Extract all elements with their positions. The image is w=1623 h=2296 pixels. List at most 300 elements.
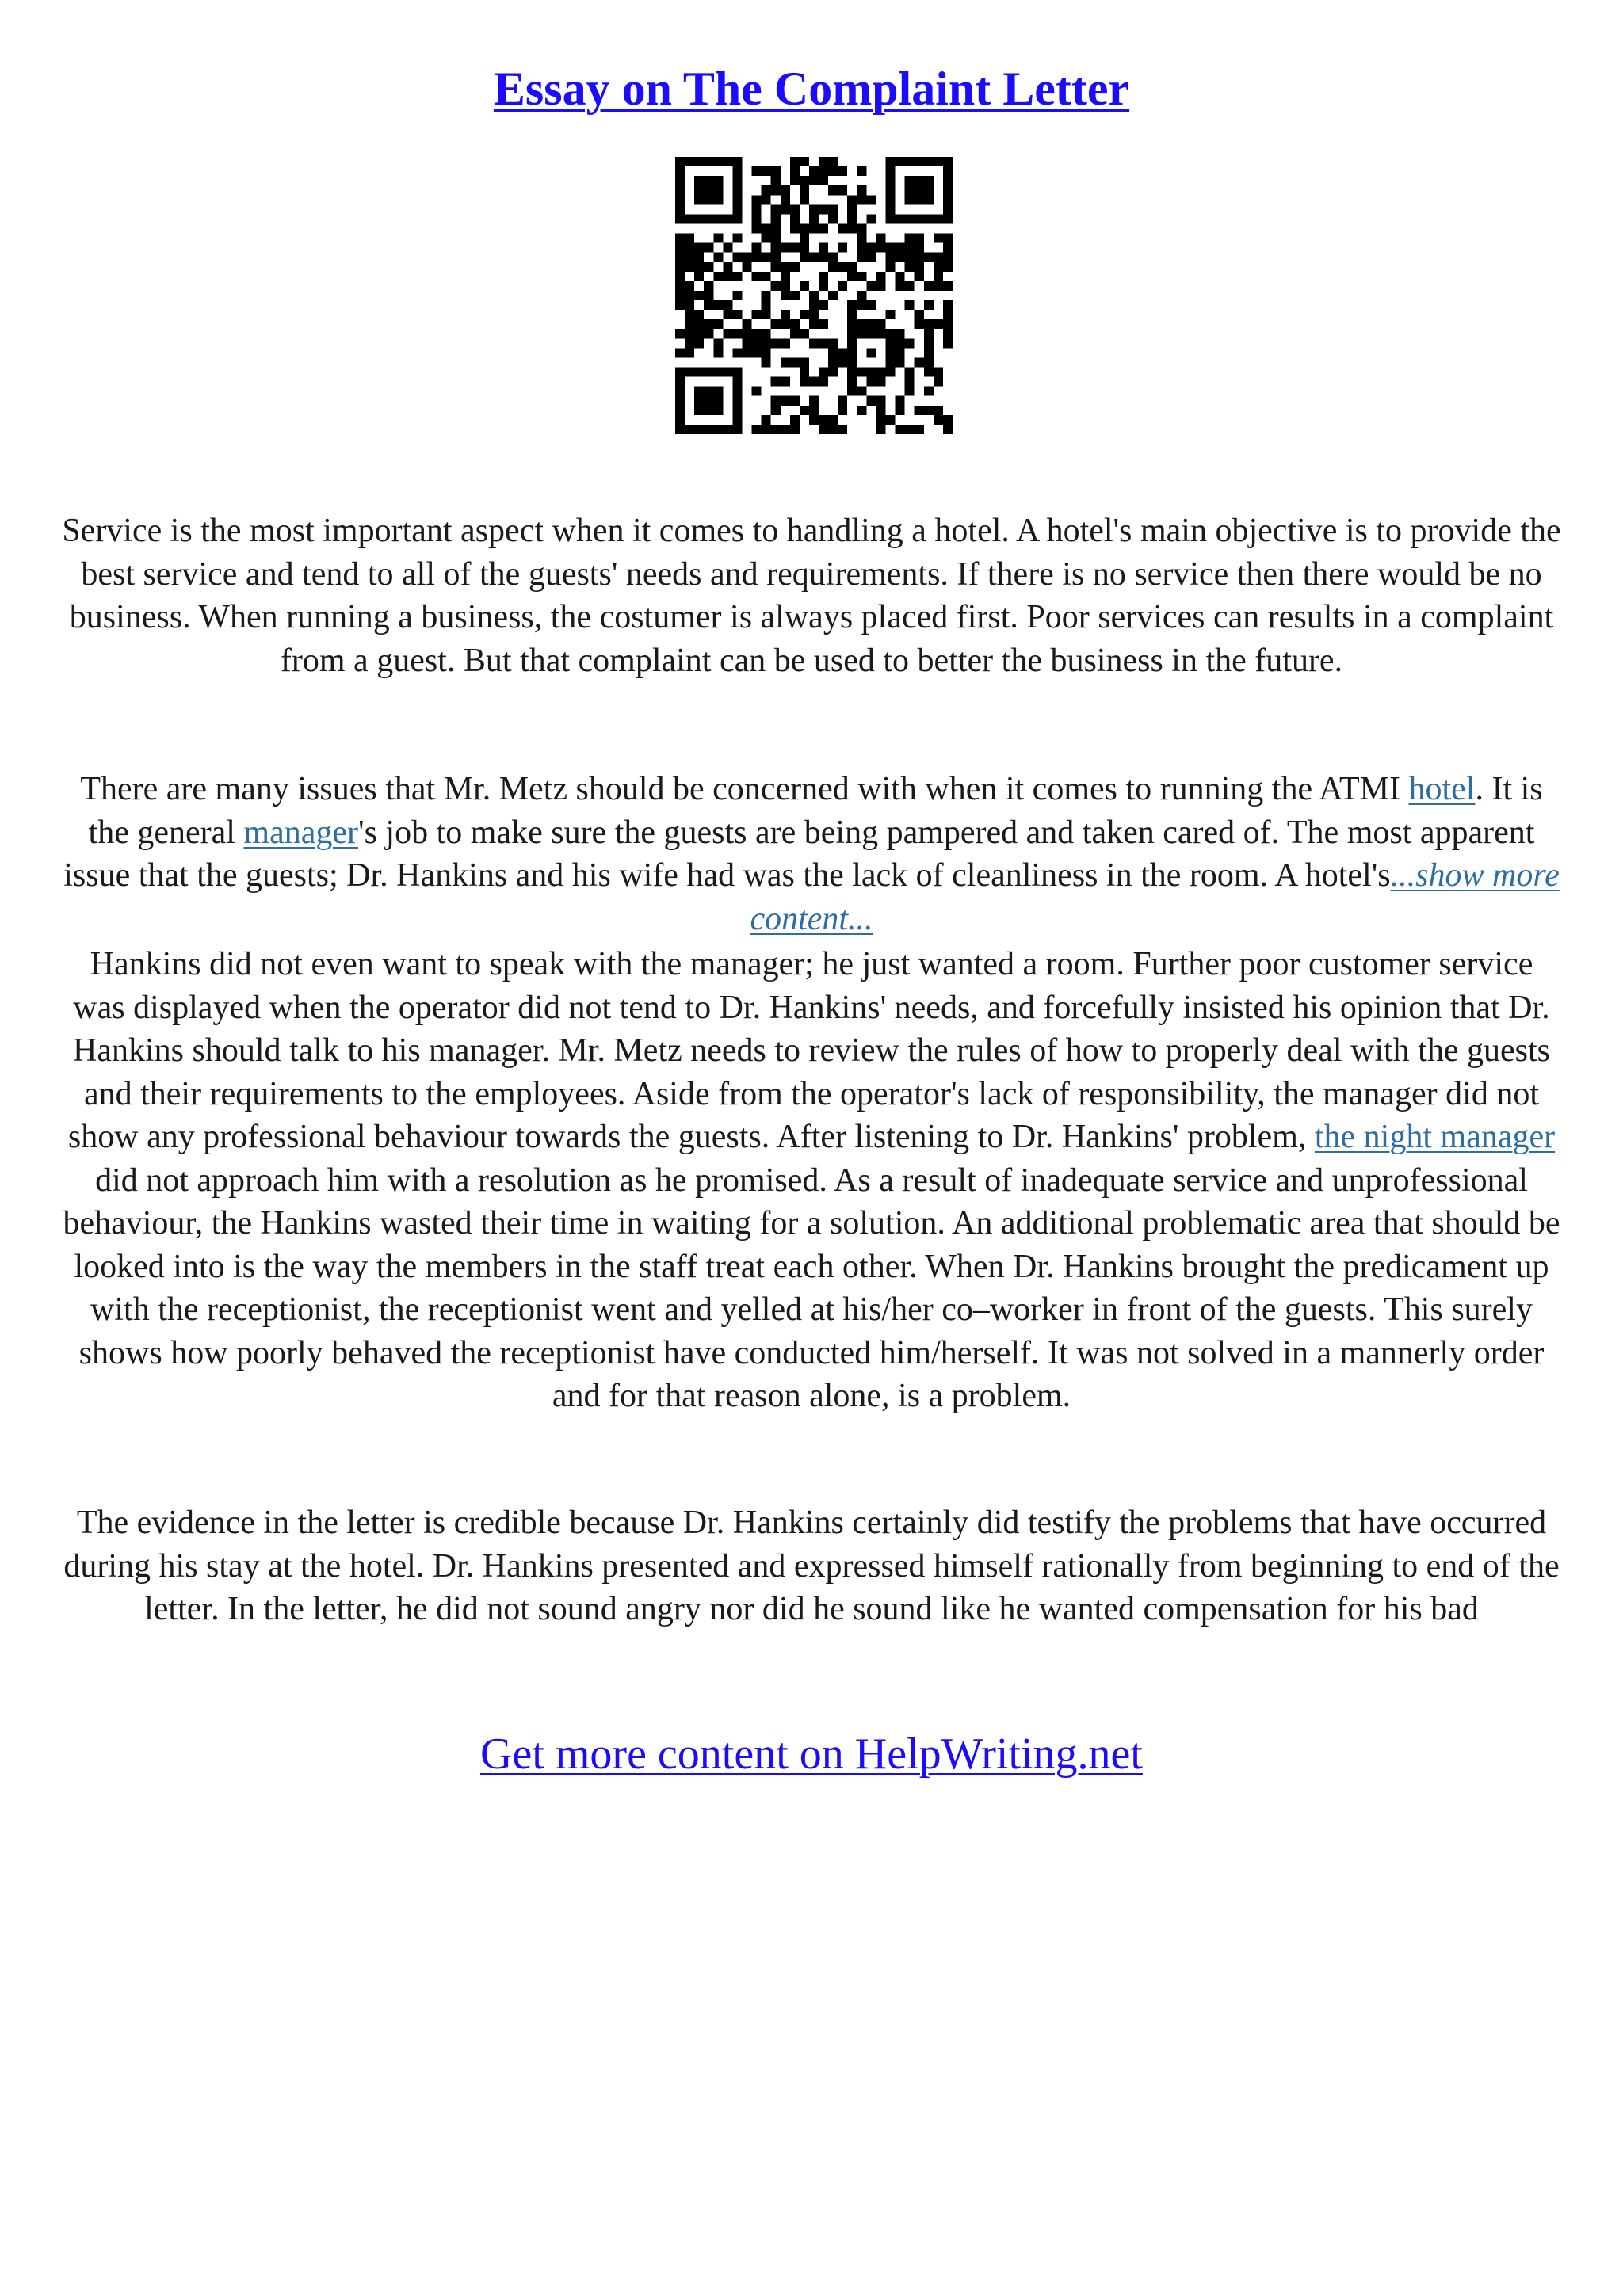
qr-module bbox=[943, 281, 953, 291]
page-title bbox=[0, 60, 1623, 117]
qr-module bbox=[857, 195, 866, 204]
qr-module bbox=[886, 195, 896, 204]
qr-module bbox=[742, 262, 751, 272]
qr-module bbox=[943, 253, 953, 262]
qr-module bbox=[924, 368, 934, 377]
qr-module bbox=[934, 377, 943, 387]
qr-module bbox=[732, 329, 742, 338]
qr-module bbox=[819, 243, 828, 253]
qr-module bbox=[790, 214, 800, 223]
qr-module bbox=[819, 300, 828, 310]
qr-module bbox=[819, 377, 828, 387]
qr-module bbox=[866, 348, 876, 357]
qr-module bbox=[762, 300, 771, 310]
qr-module bbox=[685, 234, 694, 243]
qr-module bbox=[838, 348, 847, 357]
qr-module bbox=[847, 272, 857, 281]
qr-module bbox=[771, 223, 781, 233]
qr-module bbox=[771, 234, 781, 243]
qr-module bbox=[790, 415, 800, 425]
qr-module bbox=[876, 234, 885, 243]
qr-module bbox=[675, 243, 685, 253]
qr-module bbox=[915, 243, 924, 253]
qr-module bbox=[905, 338, 915, 348]
qr-module bbox=[752, 204, 762, 214]
qr-module bbox=[924, 329, 934, 338]
qr-module bbox=[809, 300, 819, 310]
qr-module bbox=[876, 406, 885, 415]
qr-module bbox=[752, 223, 762, 233]
qr-module bbox=[790, 223, 800, 233]
qr-module bbox=[838, 166, 847, 176]
qr-module bbox=[847, 338, 857, 348]
qr-module bbox=[685, 348, 694, 357]
qr-module bbox=[886, 243, 896, 253]
qr-module bbox=[886, 204, 896, 214]
qr-module bbox=[943, 329, 953, 338]
qr-module bbox=[819, 176, 828, 185]
title-link[interactable]: Essay on The Complaint Letter bbox=[493, 63, 1130, 115]
qr-module bbox=[809, 176, 819, 185]
qr-module bbox=[847, 300, 857, 310]
qr-module bbox=[685, 253, 694, 262]
qr-module bbox=[886, 310, 896, 319]
qr-module bbox=[924, 338, 934, 348]
qr-module bbox=[704, 195, 713, 204]
qr-module bbox=[838, 406, 847, 415]
qr-module bbox=[800, 157, 809, 166]
qr-module bbox=[732, 415, 742, 425]
qr-module bbox=[732, 157, 742, 166]
qr-module bbox=[866, 300, 876, 310]
qr-module bbox=[790, 329, 800, 338]
qr-module bbox=[943, 415, 953, 425]
qr-module bbox=[857, 300, 866, 310]
qr-module bbox=[732, 195, 742, 204]
qr-module bbox=[752, 214, 762, 223]
qr-module bbox=[886, 157, 896, 166]
qr-module bbox=[675, 406, 685, 415]
qr-module bbox=[876, 281, 885, 291]
hotel-link[interactable]: hotel bbox=[1408, 771, 1476, 807]
qr-module bbox=[762, 234, 771, 243]
qr-module bbox=[694, 310, 704, 319]
qr-module bbox=[943, 157, 953, 166]
qr-module bbox=[723, 272, 732, 281]
qr-module bbox=[915, 406, 924, 415]
qr-module bbox=[713, 348, 723, 357]
qr-module bbox=[732, 368, 742, 377]
paragraph-intro: Service is the most important aspect when it comes to handling a hotel. A hotel's main objective is to provide the best service and tend to all of the guests' needs and requirements. If there is no service then there would be no business. When running a business, the costumer is always placed first. Poor services can results in a complaint from a guest. But that complaint can be used to better the business in the future. bbox=[62, 513, 1561, 679]
qr-module bbox=[732, 166, 742, 176]
qr-module bbox=[771, 406, 781, 415]
qr-module bbox=[809, 223, 819, 233]
qr-module bbox=[762, 223, 771, 233]
qr-module bbox=[704, 396, 713, 406]
qr-module bbox=[762, 272, 771, 281]
qr-module bbox=[943, 425, 953, 434]
qr-module bbox=[857, 166, 866, 176]
qr-module bbox=[732, 291, 742, 300]
qr-module bbox=[915, 253, 924, 262]
qr-module bbox=[924, 387, 934, 396]
qr-module bbox=[934, 281, 943, 291]
qr-module bbox=[732, 310, 742, 319]
qr-module bbox=[781, 396, 790, 406]
qr-module bbox=[866, 368, 876, 377]
qr-module bbox=[943, 338, 953, 348]
qr-module bbox=[896, 425, 905, 434]
qr-module bbox=[781, 338, 790, 348]
qr-module bbox=[847, 214, 857, 223]
qr-module bbox=[771, 176, 781, 185]
qr-module bbox=[847, 319, 857, 329]
qr-module bbox=[694, 176, 704, 185]
qr-module bbox=[876, 396, 885, 406]
qr-module bbox=[713, 338, 723, 348]
qr-module bbox=[857, 253, 866, 262]
qr-module bbox=[800, 281, 809, 291]
qr-module bbox=[847, 348, 857, 357]
qr-module bbox=[694, 338, 704, 348]
qr-module bbox=[752, 243, 762, 253]
qr-module bbox=[857, 243, 866, 253]
qr-module bbox=[771, 319, 781, 329]
qr-module bbox=[838, 396, 847, 406]
qr-module bbox=[790, 425, 800, 434]
qr-module bbox=[876, 243, 885, 253]
qr-module bbox=[675, 214, 685, 223]
qr-module bbox=[828, 166, 838, 176]
helpwriting-link[interactable]: Get more content on HelpWriting.net bbox=[480, 1730, 1143, 1779]
qr-module bbox=[800, 310, 809, 319]
qr-module bbox=[762, 195, 771, 204]
qr-module bbox=[905, 281, 915, 291]
qr-module bbox=[915, 214, 924, 223]
qr-module bbox=[675, 377, 685, 387]
qr-module bbox=[723, 300, 732, 310]
qr-module bbox=[732, 214, 742, 223]
qr-module bbox=[847, 195, 857, 204]
qr-module bbox=[723, 157, 732, 166]
qr-module bbox=[819, 368, 828, 377]
qr-module bbox=[886, 166, 896, 176]
qr-module bbox=[857, 291, 866, 300]
qr-module bbox=[771, 185, 781, 195]
qr-module bbox=[800, 185, 809, 195]
qr-module bbox=[732, 204, 742, 214]
manager-link[interactable]: manager bbox=[243, 814, 359, 851]
qr-module bbox=[915, 185, 924, 195]
qr-module bbox=[713, 272, 723, 281]
qr-module bbox=[762, 425, 771, 434]
qr-module bbox=[809, 377, 819, 387]
qr-module bbox=[694, 368, 704, 377]
qr-module bbox=[694, 253, 704, 262]
qr-module bbox=[886, 262, 896, 272]
qr-module bbox=[713, 319, 723, 329]
qr-module bbox=[809, 291, 819, 300]
qr-module bbox=[771, 396, 781, 406]
qr-module bbox=[675, 195, 685, 204]
qr-module bbox=[675, 204, 685, 214]
qr-module bbox=[723, 243, 732, 253]
qr-module bbox=[896, 348, 905, 357]
qr-module bbox=[762, 185, 771, 195]
qr-module bbox=[781, 185, 790, 195]
qr-module bbox=[828, 425, 838, 434]
qr-module bbox=[742, 319, 751, 329]
qr-module bbox=[886, 415, 896, 425]
qr-module bbox=[762, 253, 771, 262]
qr-module bbox=[886, 357, 896, 367]
qr-module bbox=[905, 300, 915, 310]
qr-module bbox=[675, 291, 685, 300]
qr-module bbox=[828, 357, 838, 367]
qr-module bbox=[704, 406, 713, 415]
qr-module bbox=[934, 214, 943, 223]
qr-module bbox=[934, 262, 943, 272]
qr-module bbox=[675, 415, 685, 425]
qr-module bbox=[915, 272, 924, 281]
qr-module bbox=[752, 425, 762, 434]
qr-module bbox=[742, 348, 751, 357]
qr-module bbox=[694, 406, 704, 415]
qr-module bbox=[723, 368, 732, 377]
qr-module bbox=[685, 214, 694, 223]
qr-module bbox=[742, 338, 751, 348]
qr-module bbox=[886, 348, 896, 357]
qr-module bbox=[685, 368, 694, 377]
qr-module bbox=[694, 425, 704, 434]
qr-module bbox=[915, 195, 924, 204]
qr-module bbox=[924, 357, 934, 367]
qr-module bbox=[905, 387, 915, 396]
qr-module bbox=[876, 425, 885, 434]
qr-module bbox=[896, 406, 905, 415]
qr-module bbox=[694, 319, 704, 329]
qr-module bbox=[838, 185, 847, 195]
qr-module bbox=[857, 234, 866, 243]
qr-module bbox=[896, 157, 905, 166]
qr-module bbox=[924, 253, 934, 262]
qr-module bbox=[905, 176, 915, 185]
qr-module bbox=[704, 176, 713, 185]
qr-module bbox=[915, 319, 924, 329]
qr-module bbox=[924, 319, 934, 329]
qr-module bbox=[713, 214, 723, 223]
qr-module bbox=[781, 357, 790, 367]
qr-module bbox=[781, 272, 790, 281]
qr-module bbox=[819, 338, 828, 348]
qr-module bbox=[800, 234, 809, 243]
qr-module bbox=[934, 415, 943, 425]
qr-module bbox=[896, 243, 905, 253]
qr-module bbox=[896, 396, 905, 406]
qr-module bbox=[685, 262, 694, 272]
qr-module bbox=[790, 357, 800, 367]
qr-module bbox=[819, 415, 828, 425]
qr-module bbox=[713, 157, 723, 166]
qr-module bbox=[828, 185, 838, 195]
qr-module bbox=[857, 368, 866, 377]
qr-module bbox=[675, 300, 685, 310]
qr-module bbox=[713, 234, 723, 243]
qr-module bbox=[886, 185, 896, 195]
qr-module bbox=[713, 253, 723, 262]
qr-module bbox=[924, 185, 934, 195]
qr-module bbox=[819, 253, 828, 262]
qr-module bbox=[790, 291, 800, 300]
qr-module bbox=[886, 253, 896, 262]
qr-module bbox=[713, 396, 723, 406]
qr-module bbox=[675, 262, 685, 272]
qr-module bbox=[847, 223, 857, 233]
qr-module bbox=[752, 387, 762, 396]
qr-module bbox=[771, 338, 781, 348]
qr-module bbox=[800, 195, 809, 204]
qr-module bbox=[828, 348, 838, 357]
qr-module bbox=[924, 281, 934, 291]
qr-module bbox=[675, 253, 685, 262]
qr-module bbox=[675, 176, 685, 185]
qr-module bbox=[828, 291, 838, 300]
qr-module bbox=[685, 300, 694, 310]
qr-module bbox=[905, 377, 915, 387]
qr-module bbox=[771, 166, 781, 176]
qr-module bbox=[713, 185, 723, 195]
qr-module bbox=[800, 377, 809, 387]
qr-module bbox=[704, 329, 713, 338]
qr-module bbox=[934, 234, 943, 243]
qr-module bbox=[809, 310, 819, 319]
qr-module bbox=[704, 214, 713, 223]
qr-module bbox=[675, 166, 685, 176]
qr-module bbox=[857, 223, 866, 233]
qr-module bbox=[828, 157, 838, 166]
qr-module bbox=[685, 310, 694, 319]
paragraph-issues-text-b: . It is the general bbox=[88, 771, 1543, 851]
qr-module bbox=[704, 157, 713, 166]
qr-module bbox=[838, 281, 847, 291]
qr-module bbox=[771, 204, 781, 214]
qr-module bbox=[762, 338, 771, 348]
qr-module bbox=[704, 425, 713, 434]
qr-module bbox=[943, 319, 953, 329]
qr-module bbox=[924, 195, 934, 204]
qr-module bbox=[800, 368, 809, 377]
qr-module bbox=[915, 310, 924, 319]
qr-module bbox=[732, 425, 742, 434]
qr-module bbox=[713, 406, 723, 415]
qr-module bbox=[694, 329, 704, 338]
qr-module bbox=[713, 425, 723, 434]
qr-module bbox=[905, 157, 915, 166]
qr-module bbox=[838, 357, 847, 367]
qr-module bbox=[809, 214, 819, 223]
qr-module bbox=[752, 310, 762, 319]
qr-module bbox=[675, 234, 685, 243]
qr-module bbox=[800, 329, 809, 338]
qr-module bbox=[790, 319, 800, 329]
qr-module bbox=[732, 272, 742, 281]
qr-module bbox=[847, 377, 857, 387]
qr-module bbox=[857, 272, 866, 281]
qr-module bbox=[857, 387, 866, 396]
qr-module bbox=[886, 214, 896, 223]
qr-module bbox=[732, 387, 742, 396]
qr-module bbox=[800, 406, 809, 415]
qr-module bbox=[732, 396, 742, 406]
qr-module bbox=[790, 243, 800, 253]
qr-module bbox=[905, 214, 915, 223]
qr-module bbox=[704, 185, 713, 195]
qr-module bbox=[713, 387, 723, 396]
qr-module bbox=[732, 377, 742, 387]
qr-module bbox=[704, 387, 713, 396]
qr-module bbox=[838, 425, 847, 434]
qr-module bbox=[752, 166, 762, 176]
night-manager-link[interactable]: the night manager bbox=[1314, 1119, 1556, 1155]
qr-module bbox=[819, 281, 828, 291]
qr-module bbox=[819, 223, 828, 233]
qr-module bbox=[675, 329, 685, 338]
qr-module bbox=[675, 387, 685, 396]
qr-module bbox=[819, 166, 828, 176]
qr-module bbox=[934, 319, 943, 329]
qr-module bbox=[828, 253, 838, 262]
qr-module bbox=[934, 272, 943, 281]
qr-module bbox=[924, 300, 934, 310]
qr-module bbox=[857, 329, 866, 338]
qr-module bbox=[732, 176, 742, 185]
qr-module bbox=[905, 262, 915, 272]
qr-module bbox=[771, 425, 781, 434]
qr-module bbox=[781, 262, 790, 272]
qr-module bbox=[685, 243, 694, 253]
qr-module bbox=[781, 310, 790, 319]
qr-module bbox=[790, 262, 800, 272]
qr-module bbox=[685, 291, 694, 300]
qr-module bbox=[713, 368, 723, 377]
qr-module bbox=[905, 195, 915, 204]
qr-module bbox=[943, 195, 953, 204]
qr-module bbox=[704, 319, 713, 329]
qr-module bbox=[847, 310, 857, 319]
qr-module bbox=[924, 348, 934, 357]
qr-module bbox=[781, 377, 790, 387]
qr-module bbox=[809, 166, 819, 176]
qr-module bbox=[742, 329, 751, 338]
qr-module bbox=[876, 319, 885, 329]
qr-module bbox=[742, 253, 751, 262]
show-more-link[interactable]: ...show more content... bbox=[750, 857, 1560, 937]
qr-module bbox=[752, 338, 762, 348]
qr-module bbox=[943, 310, 953, 319]
qr-module bbox=[934, 253, 943, 262]
qr-module bbox=[809, 204, 819, 214]
qr-module bbox=[694, 157, 704, 166]
qr-module bbox=[915, 425, 924, 434]
qr-module bbox=[790, 396, 800, 406]
qr-module bbox=[866, 396, 876, 406]
qr-module bbox=[896, 214, 905, 223]
qr-module bbox=[704, 300, 713, 310]
qr-module bbox=[762, 357, 771, 367]
qr-module bbox=[943, 234, 953, 243]
qr-module bbox=[771, 281, 781, 291]
qr-module bbox=[876, 377, 885, 387]
